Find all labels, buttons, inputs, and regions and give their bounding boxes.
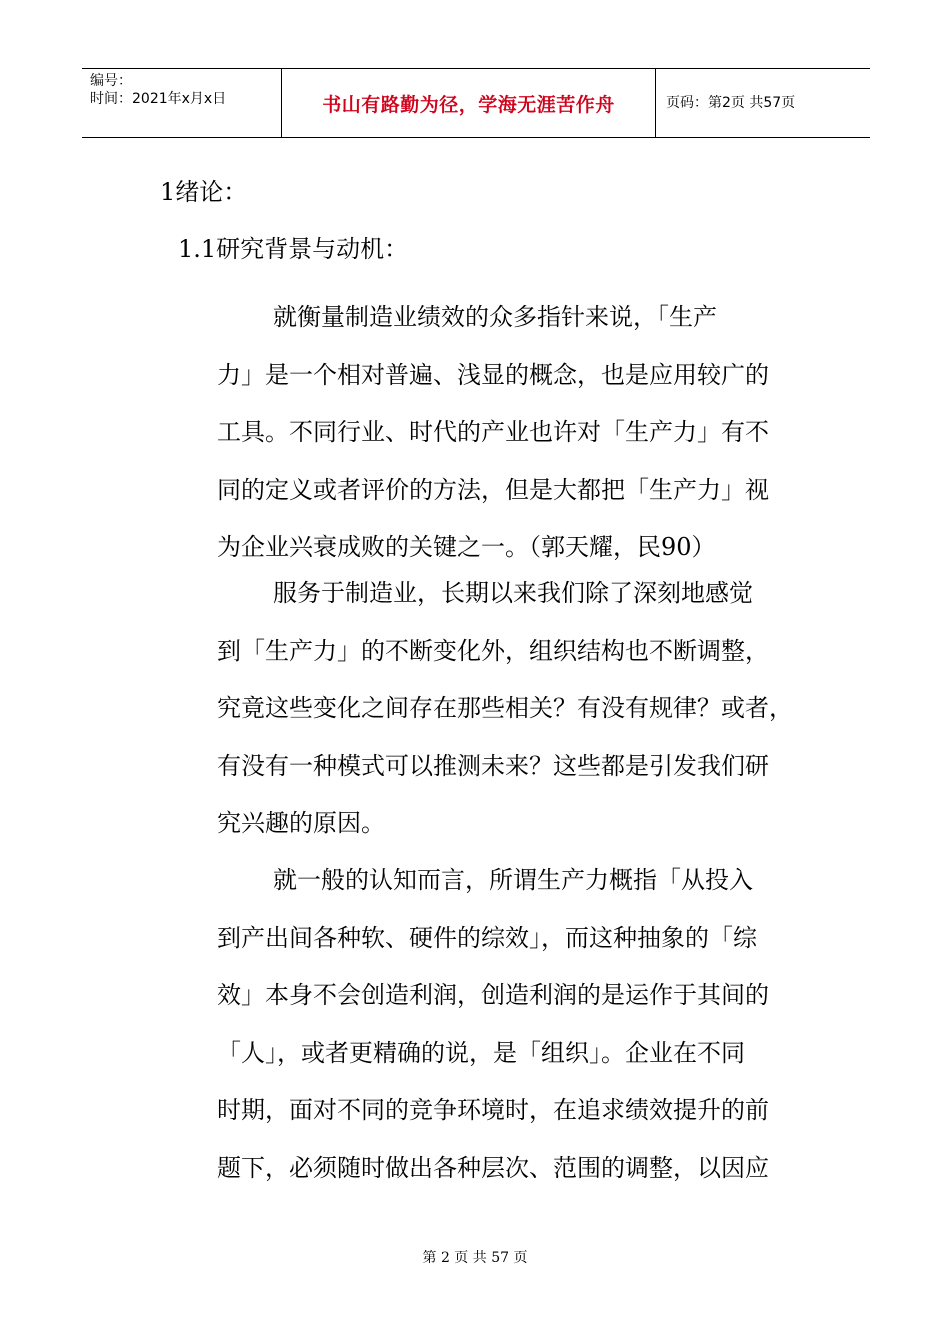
document-number-label: 编号： <box>90 73 132 89</box>
page-footer: 第 2 页 共 57 页 <box>422 1250 528 1266</box>
header-motto-cell <box>282 69 656 137</box>
paragraph-line: 有没有一种模式可以推测未来？这些都是引发我们研 <box>217 751 769 780</box>
paragraph-line: 到「生产力」的不断变化外，组织结构也不断调整， <box>217 636 769 665</box>
paragraph-line: 时期，面对不同的竞争环境时，在追求绩效提升的前 <box>217 1096 769 1124</box>
paragraph-line: 究兴趣的原因。 <box>217 809 385 837</box>
paragraph-line: 同的定义或者评价的方法，但是大都把「生产力」视 <box>217 475 769 504</box>
paragraph-line: 效」本身不会创造利润，创造利润的是运作于其间的 <box>217 981 769 1009</box>
page-header <box>82 68 870 138</box>
paragraph-line: 服务于制造业，长期以来我们除了深刻地感觉 <box>273 579 753 607</box>
paragraph-line: 工具。不同行业、时代的产业也许对「生产力」有不 <box>217 418 769 446</box>
paragraph-line: 就衡量制造业绩效的众多指针来说，「生产 <box>273 303 717 331</box>
header-motto: 书山有路勤为径，学海无涯苦作舟 <box>322 93 615 116</box>
header-page-cell <box>656 69 870 137</box>
paragraph-line: 题下，必须随时做出各种层次、范围的调整，以因应 <box>217 1153 769 1182</box>
paragraph-line: 究竟这些变化之间存在那些相关？有没有规律？或者， <box>217 694 793 722</box>
document-date: 时间：2021年x月x日 <box>90 91 227 107</box>
paragraph <box>217 852 817 1197</box>
paragraph-line: 就一般的认知而言，所谓生产力概指「从投入 <box>273 866 753 894</box>
paragraph-line: 「人」，或者更精确的说，是「组织」。企业在不同 <box>217 1038 745 1067</box>
paragraph-line: 到产出间各种软、硬件的综效」，而这种抽象的「综 <box>217 923 757 952</box>
paragraph-line: 为企业兴衰成败的关键之一。（郭天耀，民90） <box>217 533 716 561</box>
paragraph <box>217 565 817 853</box>
header-meta-cell <box>82 69 282 137</box>
header-page-info: 页码：第2页 共57页 <box>666 94 796 111</box>
paragraph-line: 力」是一个相对普遍、浅显的概念，也是应用较广的 <box>217 360 769 389</box>
section-heading: 1绪论： <box>160 178 248 206</box>
subsection-heading: 1.1研究背景与动机： <box>178 235 409 263</box>
paragraph <box>217 289 817 577</box>
